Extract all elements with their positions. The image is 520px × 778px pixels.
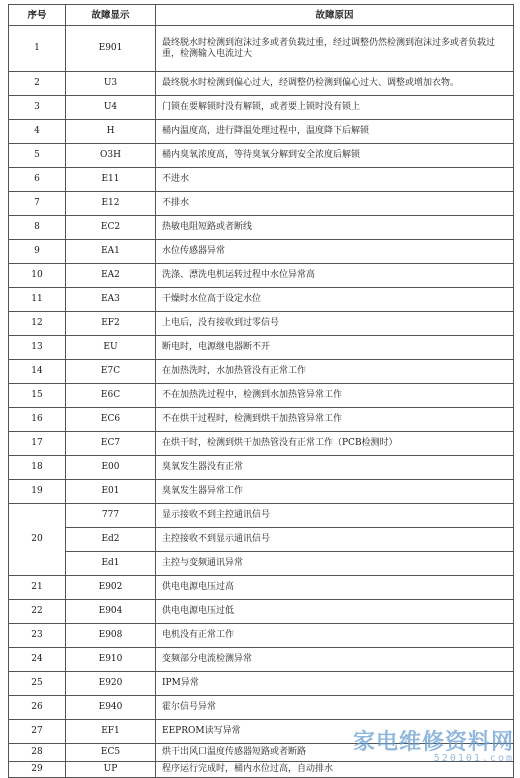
cell-serial-no: 9 (9, 240, 66, 264)
table-row (9, 720, 514, 744)
cell-fault-cause: EEPROM读写异常 (156, 720, 514, 744)
cell-fault-cause: IPM异常 (156, 672, 514, 696)
cell-fault-cause: 不在烘干过程时，检测到烘干加热管异常工作 (156, 408, 514, 432)
cell-fault-code: EC7 (66, 432, 156, 456)
cell-fault-code: E910 (66, 648, 156, 672)
cell-fault-code: E7C (66, 360, 156, 384)
cell-fault-code: E940 (66, 696, 156, 720)
cell-fault-cause: 臭氧发生器异常工作 (156, 480, 514, 504)
cell-serial-no: 2 (9, 72, 66, 96)
cell-serial-no: 23 (9, 624, 66, 648)
cell-fault-cause: 显示接收不到主控通讯信号 (156, 504, 514, 528)
cell-fault-code: EC6 (66, 408, 156, 432)
fault-code-table (8, 4, 514, 778)
cell-fault-code: EC5 (66, 744, 156, 762)
table-row (9, 240, 514, 264)
cell-fault-cause: 烘干出风口温度传感器短路或者断路 (156, 744, 514, 762)
cell-fault-code: E920 (66, 672, 156, 696)
table-header-row (9, 5, 514, 26)
cell-serial-no: 22 (9, 600, 66, 624)
table-row (9, 288, 514, 312)
cell-fault-code: E12 (66, 192, 156, 216)
cell-serial-no: 4 (9, 120, 66, 144)
table-row (9, 264, 514, 288)
cell-fault-code: EA2 (66, 264, 156, 288)
cell-serial-no: 24 (9, 648, 66, 672)
cell-fault-cause: 霍尔信号异常 (156, 696, 514, 720)
table-row (9, 600, 514, 624)
cell-fault-cause: 桶内温度高，进行降温处理过程中，温度降下后解锁 (156, 120, 514, 144)
table-row (9, 384, 514, 408)
cell-serial-no: 8 (9, 216, 66, 240)
cell-fault-cause: 不排水 (156, 192, 514, 216)
cell-fault-code: E904 (66, 600, 156, 624)
cell-fault-code: 777 (66, 504, 156, 528)
table-row (9, 576, 514, 600)
table-row (9, 672, 514, 696)
cell-fault-cause: 最终脱水时检测到泡沫过多或者负载过重，经过调整仍然检测到泡沫过多或者负载过重，检测输入电流过大 (156, 26, 514, 72)
table-row (9, 120, 514, 144)
cell-fault-code: EU (66, 336, 156, 360)
cell-fault-cause: 干燥时水位高于设定水位 (156, 288, 514, 312)
cell-serial-no: 21 (9, 576, 66, 600)
cell-fault-code: Ed2 (66, 528, 156, 552)
cell-serial-no: 28 (9, 744, 66, 762)
cell-fault-cause: 最终脱水时检测到偏心过大，经调整仍检测到偏心过大、调整或增加衣物。 (156, 72, 514, 96)
table-row (9, 624, 514, 648)
cell-serial-no: 25 (9, 672, 66, 696)
header-serial-no: 序号 (9, 5, 66, 26)
cell-serial-no: 27 (9, 720, 66, 744)
cell-fault-cause: 电机没有正常工作 (156, 624, 514, 648)
watermark-url: 520101.com (433, 753, 514, 764)
cell-fault-cause: 门锁在要解锁时没有解锁，或者要上锁时没有锁上 (156, 96, 514, 120)
cell-serial-no: 11 (9, 288, 66, 312)
table-row (9, 26, 514, 72)
cell-serial-no: 13 (9, 336, 66, 360)
table-row (9, 72, 514, 96)
cell-serial-no: 12 (9, 312, 66, 336)
table-row (9, 432, 514, 456)
cell-fault-cause: 供电电源电压过高 (156, 576, 514, 600)
cell-fault-cause: 热敏电阻短路或者断线 (156, 216, 514, 240)
cell-fault-code: O3H (66, 144, 156, 168)
cell-fault-code: U4 (66, 96, 156, 120)
table-row (9, 408, 514, 432)
table-row (9, 192, 514, 216)
cell-fault-code: E00 (66, 456, 156, 480)
table-row (9, 552, 514, 576)
cell-fault-code: E901 (66, 26, 156, 72)
cell-fault-code: E908 (66, 624, 156, 648)
cell-serial-no: 6 (9, 168, 66, 192)
watermark-title: 家电维修资料网 (352, 730, 514, 755)
cell-fault-cause: 在加热洗时，水加热管没有正常工作 (156, 360, 514, 384)
cell-fault-code: EC2 (66, 216, 156, 240)
cell-fault-code: E6C (66, 384, 156, 408)
cell-fault-cause: 桶内臭氧浓度高，等待臭氧分解到安全浓度后解锁 (156, 144, 514, 168)
table-row (9, 744, 514, 762)
cell-serial-no: 7 (9, 192, 66, 216)
cell-fault-cause: 变频部分电流检测异常 (156, 648, 514, 672)
cell-fault-code: E01 (66, 480, 156, 504)
table-row (9, 216, 514, 240)
cell-fault-cause: 主控接收不到显示通讯信号 (156, 528, 514, 552)
cell-fault-cause: 洗涤、漂洗电机运转过程中水位异常高 (156, 264, 514, 288)
table-row (9, 528, 514, 552)
cell-fault-cause: 不进水 (156, 168, 514, 192)
table-row (9, 96, 514, 120)
table-row (9, 168, 514, 192)
cell-serial-no: 5 (9, 144, 66, 168)
table-row (9, 312, 514, 336)
table-row (9, 648, 514, 672)
cell-serial-no: 29 (9, 762, 66, 778)
cell-fault-cause: 程序运行完成时，桶内水位过高，自动排水 (156, 762, 514, 778)
cell-fault-cause: 不在加热洗过程中，检测到水加热管异常工作 (156, 384, 514, 408)
cell-fault-code: EF2 (66, 312, 156, 336)
cell-fault-code: U3 (66, 72, 156, 96)
table-row (9, 696, 514, 720)
cell-fault-code: E11 (66, 168, 156, 192)
table-row (9, 144, 514, 168)
table-row (9, 762, 514, 778)
cell-fault-code: UP (66, 762, 156, 778)
cell-fault-cause: 在烘干时，检测到烘干加热管没有正常工作（PCB检测时） (156, 432, 514, 456)
cell-fault-code: Ed1 (66, 552, 156, 576)
header-fault-cause: 故障原因 (156, 5, 514, 26)
table-row (9, 360, 514, 384)
cell-fault-cause: 臭氧发生器没有正常 (156, 456, 514, 480)
cell-serial-no: 16 (9, 408, 66, 432)
table-row (9, 504, 514, 528)
table-body (9, 26, 514, 778)
cell-serial-no: 20 (9, 504, 66, 576)
cell-serial-no: 18 (9, 456, 66, 480)
cell-fault-code: E902 (66, 576, 156, 600)
cell-fault-code: EA1 (66, 240, 156, 264)
table-row (9, 336, 514, 360)
cell-fault-cause: 供电电源电压过低 (156, 600, 514, 624)
cell-fault-code: EA3 (66, 288, 156, 312)
cell-serial-no: 26 (9, 696, 66, 720)
table-row (9, 456, 514, 480)
cell-fault-cause: 水位传感器异常 (156, 240, 514, 264)
cell-fault-code: H (66, 120, 156, 144)
cell-serial-no: 14 (9, 360, 66, 384)
cell-fault-cause: 上电后，没有接收到过零信号 (156, 312, 514, 336)
cell-serial-no: 10 (9, 264, 66, 288)
header-fault-display: 故障显示 (66, 5, 156, 26)
cell-serial-no: 19 (9, 480, 66, 504)
cell-fault-code: EF1 (66, 720, 156, 744)
cell-fault-cause: 主控与变频通讯异常 (156, 552, 514, 576)
cell-serial-no: 1 (9, 26, 66, 72)
cell-serial-no: 15 (9, 384, 66, 408)
cell-fault-cause: 断电时，电源继电器断不开 (156, 336, 514, 360)
table-row (9, 480, 514, 504)
cell-serial-no: 3 (9, 96, 66, 120)
cell-serial-no: 17 (9, 432, 66, 456)
